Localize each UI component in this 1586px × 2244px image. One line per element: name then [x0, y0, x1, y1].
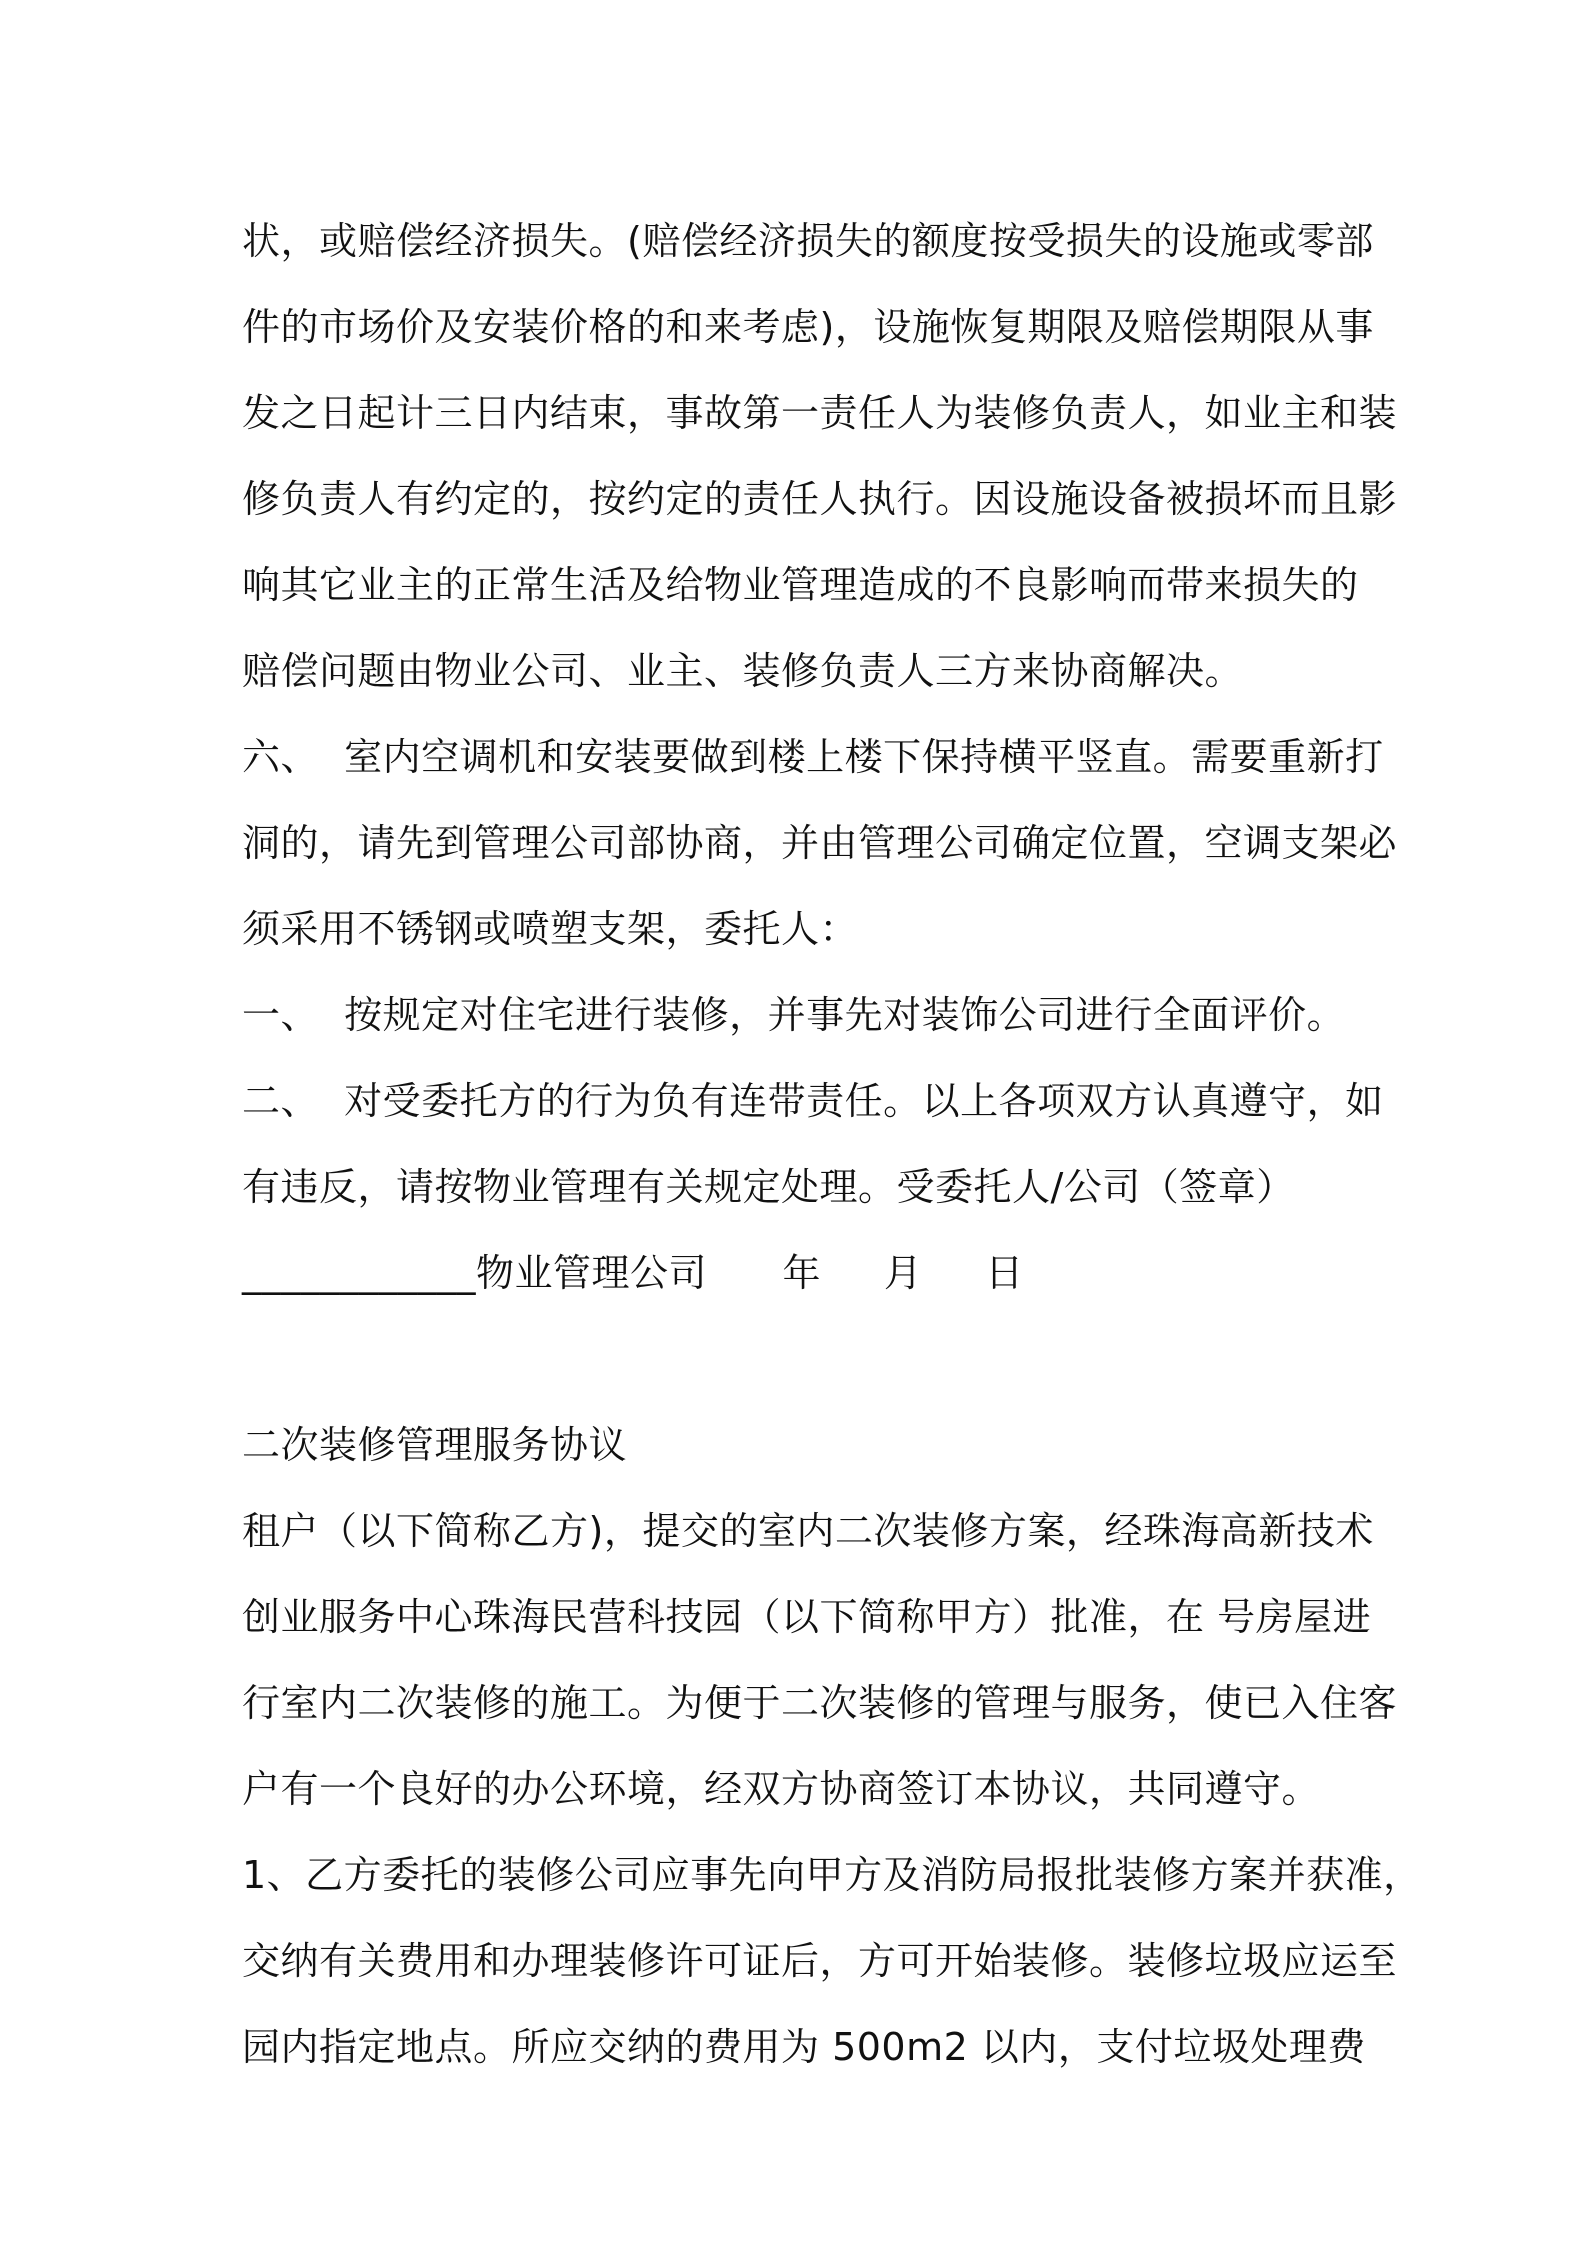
text-line: 发之日起计三日内结束，事故第一责任人为装修负责人，如业主和装 [242, 391, 1398, 435]
document-body [242, 198, 1422, 2090]
text-line: 园内指定地点。所应交纳的费用为 500m2 以内，支付垃圾处理费 [242, 2025, 1366, 2069]
clause-1-line: 1、乙方委托的装修公司应事先向甲方及消防局报批装修方案并获准， [242, 1853, 1422, 1897]
text-line: 洞的，请先到管理公司部协商，并由管理公司确定位置，空调支架必 [242, 821, 1398, 865]
text-line: 交纳有关费用和办理装修许可证后，方可开始装修。装修垃圾应运至 [242, 1939, 1398, 1983]
clause-one-line: 一、 按规定对住宅进行装修，并事先对装饰公司进行全面评价。 [242, 993, 1346, 1037]
text-line: 须采用不锈钢或喷塑支架，委托人： [242, 907, 859, 951]
text-line: 修负责人有约定的，按约定的责任人执行。因设施设备被损坏而且影 [242, 477, 1398, 521]
clause-six-line: 六、 室内空调机和安装要做到楼上楼下保持横平竖直。需要重新打 [242, 735, 1384, 779]
text-line: 创业服务中心珠海民营科技园（以下简称甲方）批准，在 号房屋进 [242, 1595, 1372, 1639]
text-line: 状，或赔偿经济损失。(赔偿经济损失的额度按受损失的设施或零部 [242, 219, 1374, 263]
text-line: 有违反，请按物业管理有关规定处理。受委托人/公司（签章） [242, 1165, 1295, 1209]
text-line: 件的市场价及安装价格的和来考虑)，设施恢复期限及赔偿期限从事 [242, 305, 1374, 349]
clause-two-line: 二、 对受委托方的行为负有连带责任。以上各项双方认真遵守，如 [242, 1079, 1384, 1123]
signature-date-line: ____________物业管理公司 年 月 日 [242, 1251, 1024, 1295]
agreement-title: 二次装修管理服务协议 [242, 1423, 628, 1467]
text-line: 赔偿问题由物业公司、业主、装修负责人三方来协商解决。 [242, 649, 1244, 693]
section-spacer [242, 1316, 1372, 1402]
text-line: 响其它业主的正常生活及给物业管理造成的不良影响而带来损失的 [242, 563, 1359, 607]
text-line: 行室内二次装修的施工。为便于二次装修的管理与服务，使已入住客 [242, 1681, 1398, 1725]
text-line: 户有一个良好的办公环境，经双方协商签订本协议，共同遵守。 [242, 1767, 1321, 1811]
text-line: 租户（以下简称乙方)，提交的室内二次装修方案，经珠海高新技术 [242, 1509, 1374, 1553]
